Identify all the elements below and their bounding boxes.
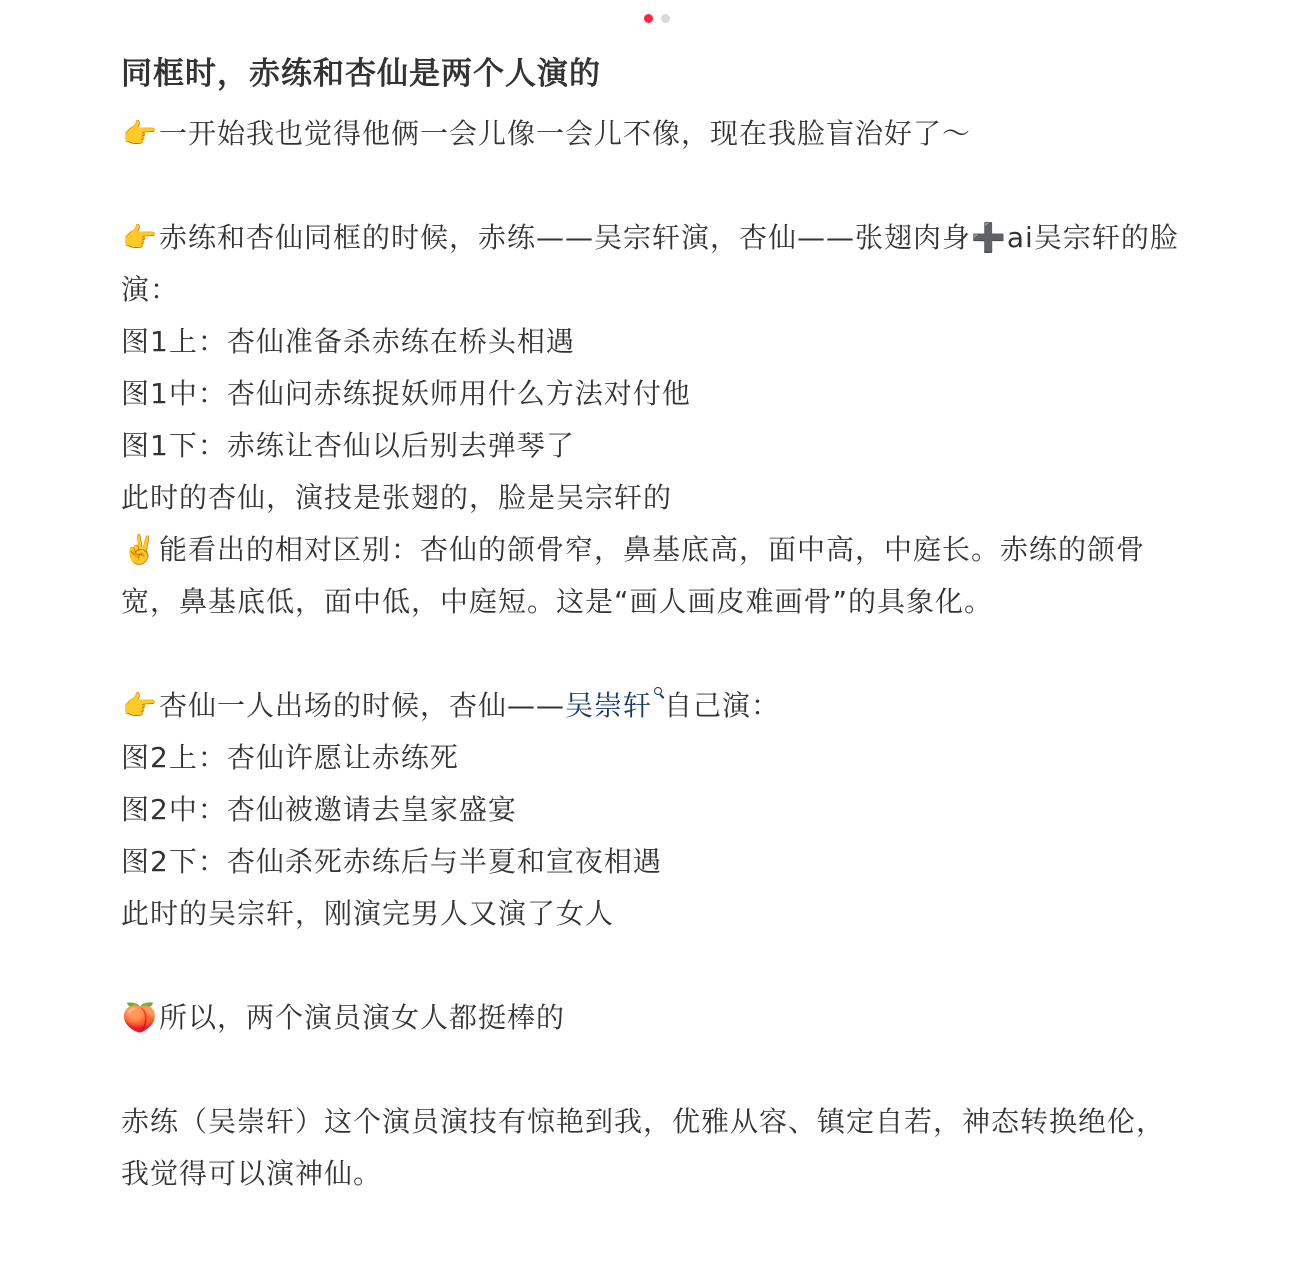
victory-hand-icon: ✌️ [122, 533, 158, 566]
note-body [121, 108, 1191, 1200]
line-item: 图2下：杏仙杀死赤练后与半夏和宣夜相遇 [121, 845, 662, 878]
actor-search-link[interactable] [565, 689, 664, 722]
note-title: 同框时，赤练和杏仙是两个人演的 [121, 56, 601, 92]
line-item: 图1上：杏仙准备杀赤练在桥头相遇 [121, 325, 575, 358]
paragraph-text: ai吴宗轩的脸演： [121, 221, 1179, 306]
paragraph-same-frame [121, 212, 1191, 316]
paragraph-solo [121, 680, 1191, 732]
pointing-hand-icon: 👉 [122, 117, 158, 150]
paragraph-difference [121, 524, 1191, 628]
link-text[interactable]: 吴崇轩 [565, 689, 653, 722]
paragraph-review: 赤练（吴崇轩）这个演员演技有惊艳到我，优雅从容、镇定自若，神态转换绝伦，我觉得可以演神仙。 [121, 1105, 1166, 1190]
pointing-hand-icon: 👉 [122, 689, 158, 722]
paragraph-conclusion [121, 992, 1191, 1044]
paragraph-text: 自己演： [664, 689, 781, 722]
paragraph-text: 能看出的相对区别：杏仙的颌骨窄，鼻基底高，面中高，中庭长。赤练的颌骨宽，鼻基底低，面中低，中庭短。这是“画人画皮难画骨”的具象化。 [121, 533, 1146, 618]
note-content [121, 48, 1191, 1200]
line-item: 图2中：杏仙被邀请去皇家盛宴 [121, 793, 517, 826]
line-item: 此时的杏仙，演技是张翅的，脸是吴宗轩的 [121, 481, 673, 514]
paragraph-intro [121, 108, 1191, 160]
paragraph-text: 所以，两个演员演女人都挺棒的 [159, 1001, 566, 1034]
line-item: 图1中：杏仙问赤练捉妖师用什么方法对付他 [121, 377, 691, 410]
paragraph-text: 杏仙一人出场的时候，杏仙—— [159, 689, 566, 722]
line-item: 图1下：赤练让杏仙以后别去弹琴了 [121, 429, 575, 462]
paragraph-spacer [121, 1044, 1191, 1096]
line-item: 图2上：杏仙许愿让赤练死 [121, 741, 459, 774]
paragraph-text: 赤练和杏仙同框的时候，赤练——吴宗轩演，杏仙——张翅肉身 [159, 221, 972, 254]
search-icon[interactable] [654, 687, 664, 701]
pointing-hand-icon: 👉 [122, 221, 158, 254]
paragraph-text: 一开始我也觉得他俩一会儿像一会儿不像，现在我脸盲治好了～ [159, 117, 972, 150]
plus-icon: ➕ [971, 221, 1007, 254]
pager-dot-1[interactable] [644, 14, 653, 23]
image-pager [0, 14, 1313, 23]
paragraph-spacer [121, 160, 1191, 212]
pager-dot-2[interactable] [661, 14, 670, 23]
paragraph-spacer [121, 628, 1191, 680]
peach-icon: 🍑 [122, 1001, 158, 1034]
line-item: 此时的吴宗轩，刚演完男人又演了女人 [121, 897, 615, 930]
paragraph-spacer [121, 940, 1191, 992]
